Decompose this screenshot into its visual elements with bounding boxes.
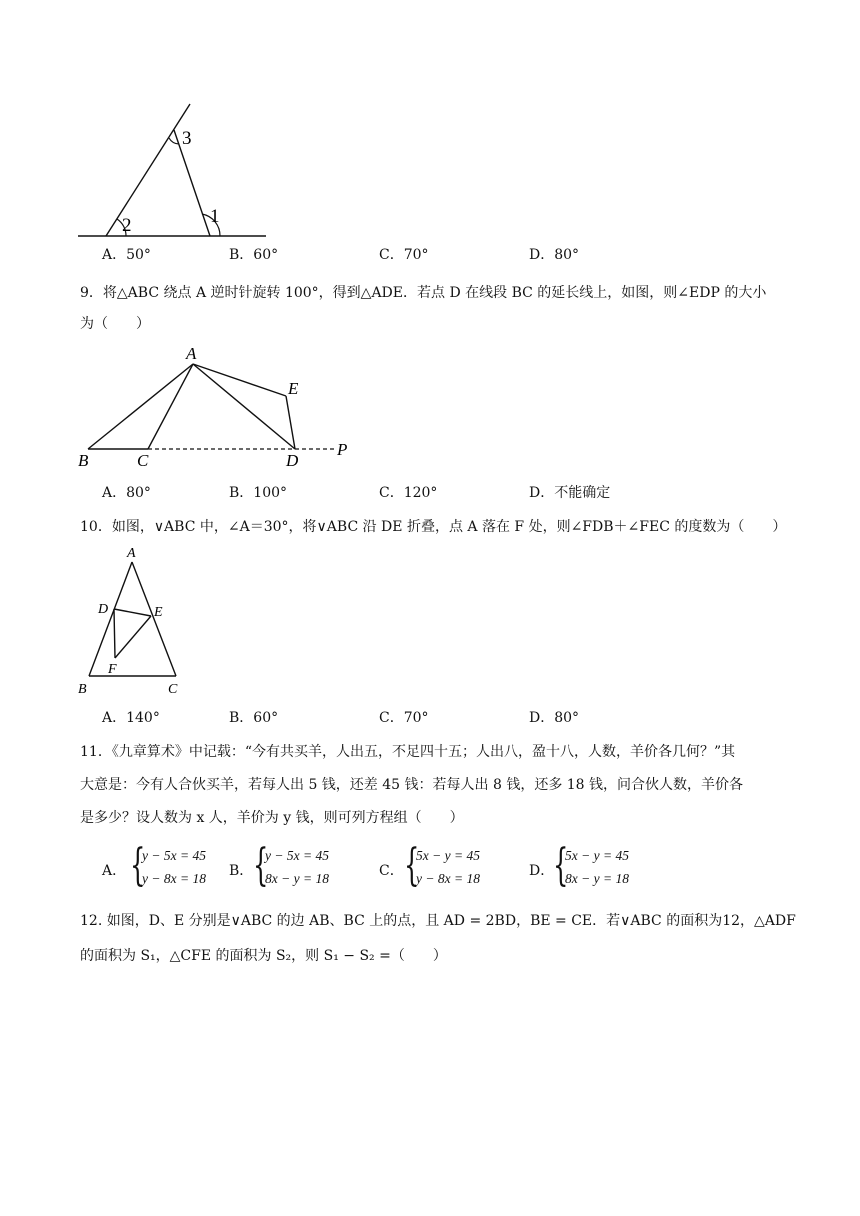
q11-option-b[interactable] — [229, 840, 349, 892]
q8-option-d[interactable]: D．80° — [529, 247, 580, 263]
q11-option-c-eq2: y − 8x = 18 — [416, 871, 480, 886]
q10-label-A: A — [127, 546, 136, 561]
q11-option-a-label: A． — [102, 863, 127, 879]
q10-label-D: D — [98, 602, 109, 617]
q8-option-b[interactable]: B．60° — [229, 247, 279, 263]
q10-label-F: F — [108, 662, 117, 677]
q10-seg-EF — [115, 616, 151, 658]
q9-stem-line1: 9．将△ABC 绕点 A 逆时针旋转 100°，得到△ADE．若点 D 在线段 BC 的延长线上，如图，则∠EDP 的大小 — [80, 285, 767, 301]
q9-label-P: P — [337, 440, 348, 459]
q8-label-2: 2 — [122, 215, 132, 236]
q11-option-b-brace: { — [253, 840, 269, 891]
q11-option-d-brace: { — [553, 840, 569, 891]
q9-stem-line2: 为（ ） — [80, 316, 150, 332]
q9-option-b[interactable]: B．100° — [229, 485, 288, 501]
q8-option-a[interactable]: A．50° — [102, 247, 151, 263]
q9-option-c[interactable]: C．120° — [379, 485, 438, 501]
q11-option-c-brace: { — [404, 840, 420, 891]
q11-stem-line1: 11．《九章算术》中记载：“今有共买羊，人出五，不足四十五；人出八，盈十八，人数，羊价各几何？”其 — [80, 744, 736, 760]
q11-option-a-eq2: y − 8x = 18 — [142, 871, 206, 886]
q10-label-C: C — [168, 682, 178, 697]
q11-option-d-eq1: 5x − y = 45 — [565, 848, 629, 863]
q10-option-a[interactable]: A．140° — [102, 710, 160, 726]
q11-option-a-brace: { — [130, 840, 146, 891]
q10-label-E: E — [154, 605, 163, 620]
q9-option-a[interactable]: A．80° — [102, 485, 151, 501]
q9-figure — [70, 342, 360, 472]
q10-stem: 10．如图，∨ABC 中，∠A＝30°，将∨ABC 沿 DE 折叠，点 A 落在 F 处，则∠FDB＋∠FEC 的度数为（ ） — [80, 519, 787, 535]
q10-option-b[interactable]: B．60° — [229, 710, 279, 726]
q11-option-b-eq1: y − 5x = 45 — [265, 848, 329, 863]
q10-label-B: B — [78, 682, 87, 697]
q11-option-d[interactable] — [529, 840, 649, 892]
q11-option-c-eq1: 5x − y = 45 — [416, 848, 480, 863]
q8-label-3: 3 — [182, 128, 192, 149]
q11-option-a-eq1: y − 5x = 45 — [142, 848, 206, 863]
q11-option-d-label: D． — [529, 863, 555, 879]
q10-option-c[interactable]: C．70° — [379, 710, 429, 726]
q9-seg-AC — [148, 364, 193, 449]
q8-figure — [70, 100, 270, 245]
q11-option-a[interactable] — [102, 840, 222, 892]
q8-option-c[interactable]: C．70° — [379, 247, 429, 263]
q9-seg-AE — [193, 364, 286, 396]
q9-seg-AB — [88, 364, 193, 449]
q10-figure — [70, 542, 190, 702]
q11-stem-line3: 是多少？设人数为 x 人，羊价为 y 钱，则可列方程组（ ） — [80, 810, 464, 826]
q8-label-1: 1 — [210, 206, 220, 227]
q9-label-A: A — [186, 344, 197, 363]
q11-stem-line2: 大意是：今有人合伙买羊，若每人出 5 钱，还差 45 钱：若每人出 8 钱，还多 18 钱，问合伙人数，羊价各 — [80, 777, 744, 793]
q12-stem-line2: 的面积为 S₁，△CFE 的面积为 S₂，则 S₁ − S₂ =（ ） — [80, 948, 447, 964]
q9-label-E: E — [288, 379, 299, 398]
q10-seg-DF — [114, 609, 115, 658]
q11-option-b-label: B． — [229, 863, 254, 879]
q8-right-side — [174, 130, 210, 236]
q11-option-d-eq2: 8x − y = 18 — [565, 871, 629, 886]
q9-seg-ED — [286, 396, 295, 449]
q8-left-side — [106, 104, 190, 236]
q11-option-c[interactable] — [379, 840, 499, 892]
q9-option-d[interactable]: D．不能确定 — [529, 485, 611, 501]
q9-seg-AD — [193, 364, 295, 449]
q11-option-b-eq2: 8x − y = 18 — [265, 871, 329, 886]
q11-option-c-label: C． — [379, 863, 404, 879]
q9-label-D: D — [286, 451, 299, 470]
q12-stem-line1: 12. 如图，D、E 分别是∨ABC 的边 AB、BC 上的点，且 AD = 2BD，BE = CE．若∨ABC 的面积为12，△ADF — [80, 913, 796, 929]
q10-option-d[interactable]: D．80° — [529, 710, 580, 726]
q10-seg-AB — [89, 562, 132, 676]
q10-seg-DE — [114, 609, 151, 616]
q9-label-C: C — [137, 451, 149, 470]
q9-label-B: B — [78, 451, 89, 470]
